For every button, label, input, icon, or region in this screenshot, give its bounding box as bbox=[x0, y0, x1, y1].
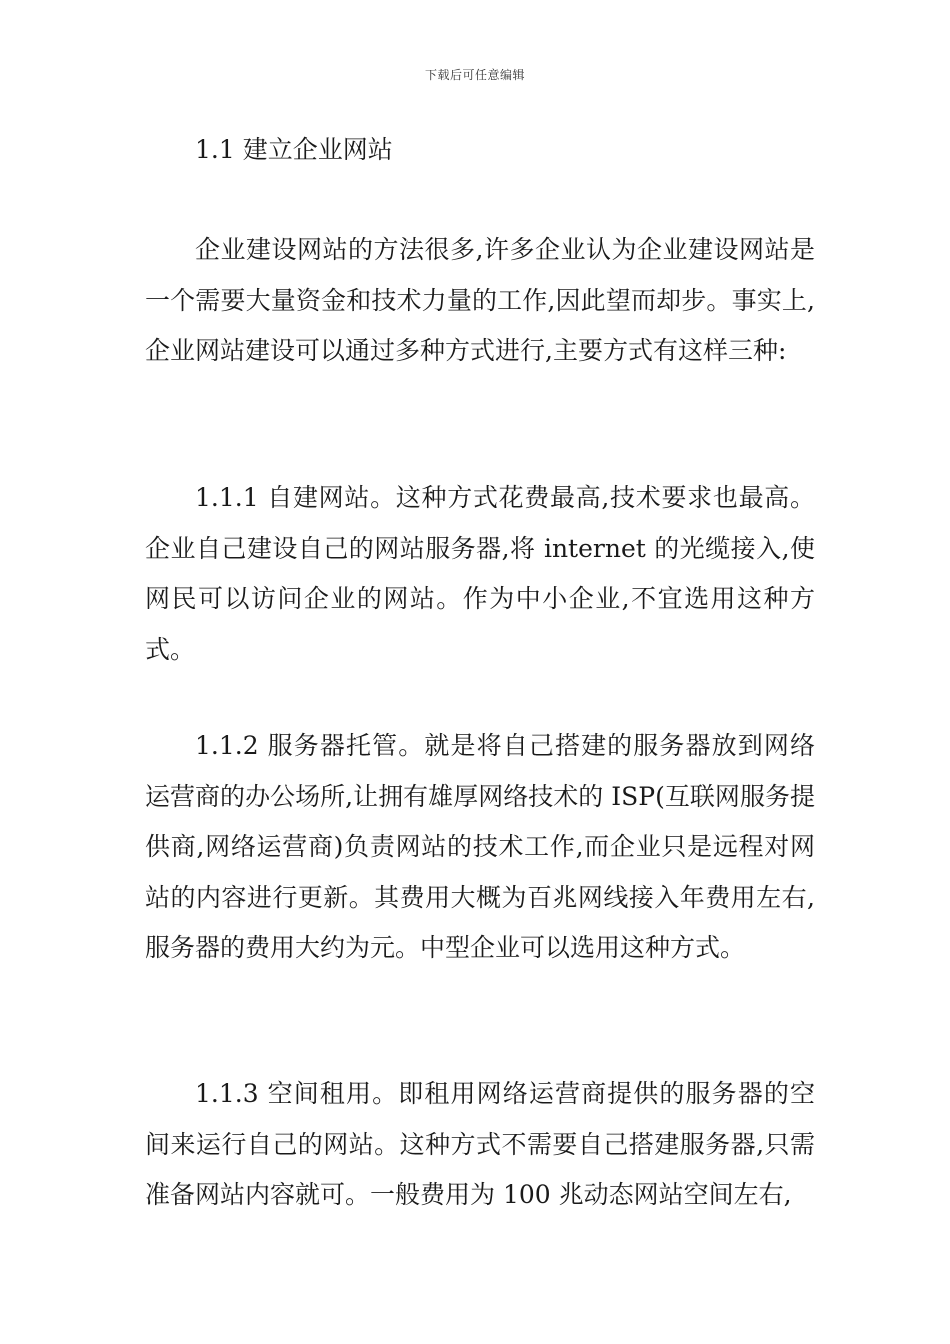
section-heading: 1.1 建立企业网站 bbox=[195, 135, 393, 164]
paragraph-self-built-site: 1.1.1 自建网站。这种方式花费最高,技术要求也最高。企业自己建设自己的网站服务器,将 internet 的光缆接入,使网民可以访问企业的网站。作为中小企业,不宜选用这种方式。 bbox=[145, 483, 815, 664]
paragraph-intro: 企业建设网站的方法很多,许多企业认为企业建设网站是一个需要大量资金和技术力量的工作,因此望而却步。事实上,企业网站建设可以通过多种方式进行,主要方式有这样三种: bbox=[145, 235, 815, 365]
paragraph-space-rental: 1.1.3 空间租用。即租用网络运营商提供的服务器的空间来运行自己的网站。这种方式不需要自己搭建服务器,只需准备网站内容就可。一般费用为 100 兆动态网站空间左右, bbox=[145, 1079, 815, 1209]
paragraph-server-hosting: 1.1.2 服务器托管。就是将自己搭建的服务器放到网络运营商的办公场所,让拥有雄厚网络技术的 ISP(互联网服务提供商,网络运营商)负责网站的技术工作,而企业只是远程对网站的内容进行更新。其费用大概为百兆网线接入年费用左右,服务器的费用大约为元。中型企业可以选用这种方式。 bbox=[145, 731, 815, 962]
header-note: 下载后可任意编辑 bbox=[424, 68, 525, 82]
